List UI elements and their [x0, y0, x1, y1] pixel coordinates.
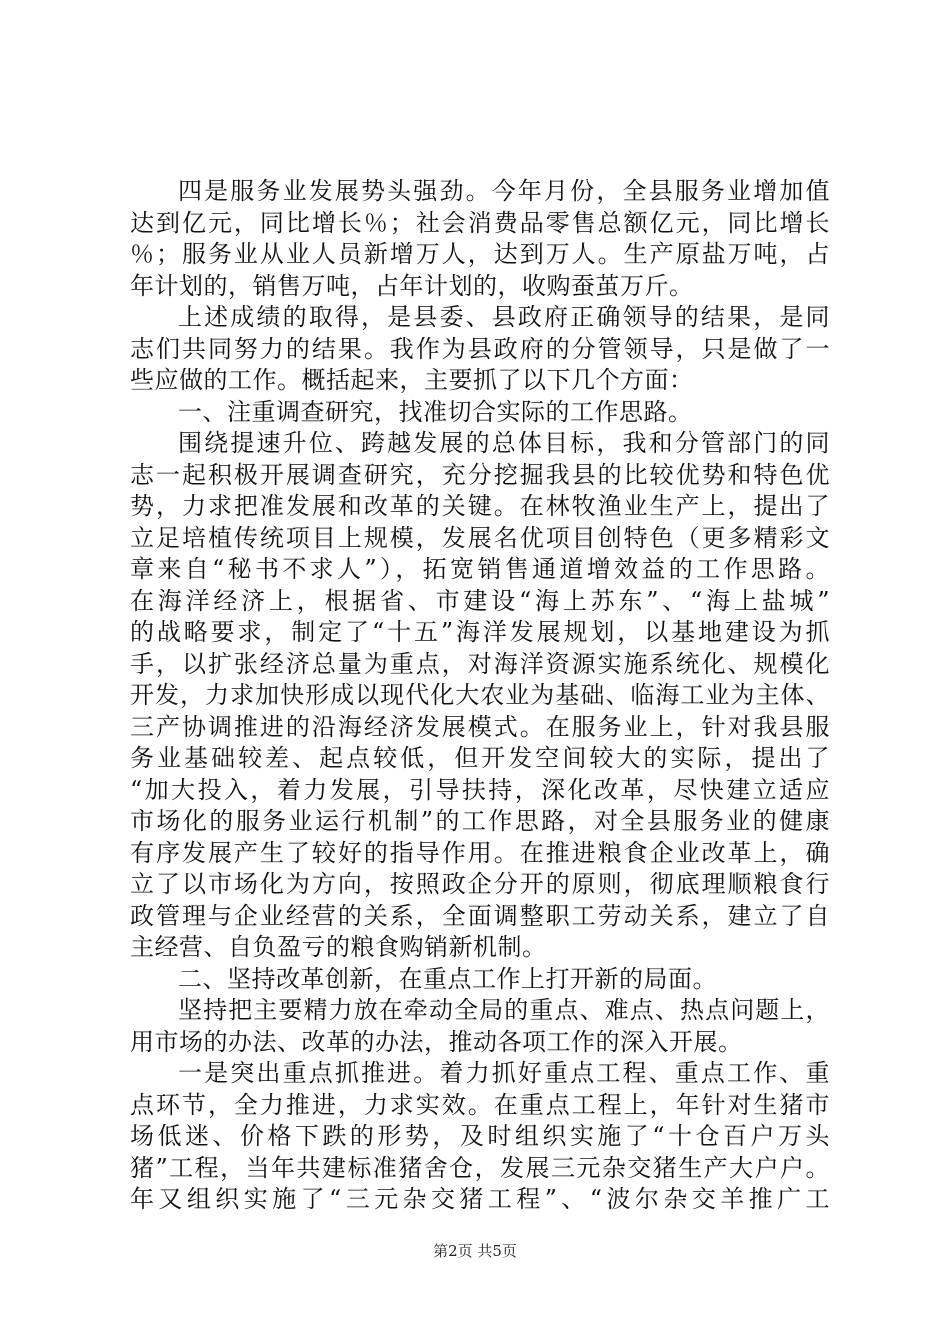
text-line: 年计划的，销售万吨，占年计划的，收购蚕茧万斤。 — [130, 271, 694, 300]
text-line: 手，以扩张经济总量为重点，对海洋资源实施系统化、规模化 — [130, 649, 830, 678]
text-line: 的战略要求，制定了“十五”海洋发展规划，以基地建设为抓 — [130, 618, 830, 646]
body-text — [130, 176, 830, 1216]
text-line: 三产协调推进的沿海经济发展模式。在服务业上，针对我县服 — [130, 712, 830, 741]
text-line: 主经营、自负盈亏的粮食购销新机制。 — [130, 933, 547, 961]
text-line: 立足培植传统项目上规模，发展名优项目创特色（更多精彩文 — [130, 523, 830, 552]
text-line: 有序发展产生了较好的指导作用。在推进粮食企业改革上，确 — [130, 838, 830, 867]
text-line: 开发，力求加快形成以现代化大农业为基础、临海工业为主体、 — [130, 681, 830, 709]
text-line: 一、注重调查研究，找准切合实际的工作思路。 — [178, 397, 693, 426]
text-line: 些应做的工作。概括起来，主要抓了以下几个方面： — [130, 366, 694, 394]
text-line: “加大投入，着力发展，引导扶持，深化改革，尽快建立适应 — [130, 775, 830, 804]
text-line: 政管理与企业经营的关系，全面调整职工劳动关系，建立了自 — [130, 901, 830, 930]
page-footer: 第2页 共5页 — [433, 1242, 517, 1260]
text-line: 坚持把主要精力放在牵动全局的重点、难点、热点问题上， — [178, 996, 830, 1024]
text-line: 市场化的服务业运行机制”的工作思路，对全县服务业的健康 — [130, 807, 830, 835]
text-line: 一是突出重点抓推进。着力抓好重点工程、重点工作、重 — [178, 1059, 830, 1087]
text-line: 务业基础较差、起点较低，但开发空间较大的实际，提出了 — [130, 744, 830, 772]
text-line: ％；服务业从业人员新增万人，达到万人。生产原盐万吨，占 — [130, 240, 830, 268]
text-line: 上述成绩的取得，是县委、县政府正确领导的结果，是同 — [178, 303, 830, 331]
text-line: 在海洋经济上，根据省、市建设“海上苏东”、“海上盐城” — [130, 586, 830, 615]
text-line: 四是服务业发展势头强劲。今年月份，全县服务业增加值 — [178, 177, 830, 205]
text-line: 猪”工程，当年共建标准猪舍仓，发展三元杂交猪生产大户户。 — [130, 1153, 830, 1182]
text-line: 达到亿元，同比增长％；社会消费品零售总额亿元，同比增长 — [130, 208, 830, 237]
text-line: 场低迷、价格下跌的形势，及时组织实施了“十仓百户万头 — [130, 1122, 830, 1150]
text-line: 用市场的办法、改革的办法，推动各项工作的深入开展。 — [130, 1027, 743, 1056]
text-line: 志们共同努力的结果。我作为县政府的分管领导，只是做了一 — [130, 334, 830, 363]
text-line: 围绕提速升位、跨越发展的总体目标，我和分管部门的同 — [178, 429, 830, 457]
text-line: 点环节，全力推进，力求实效。在重点工程上，年针对生猪市 — [130, 1090, 830, 1119]
text-line: 势，力求把准发展和改革的关键。在林牧渔业生产上，提出了 — [130, 492, 830, 520]
text-line: 志一起积极开展调查研究，充分挖掘我县的比较优势和特色优 — [130, 460, 830, 489]
text-line: 章来自“秘书不求人”），拓宽销售通道增效益的工作思路。 — [130, 555, 830, 583]
text-line: 二、坚持改革创新，在重点工作上打开新的局面。 — [178, 964, 717, 993]
text-line: 年又组织实施了“三元杂交猪工程”、“波尔杂交羊推广工 — [130, 1185, 830, 1213]
text-line: 立了以市场化为方向，按照政企分开的原则，彻底理顺粮食行 — [130, 870, 830, 898]
